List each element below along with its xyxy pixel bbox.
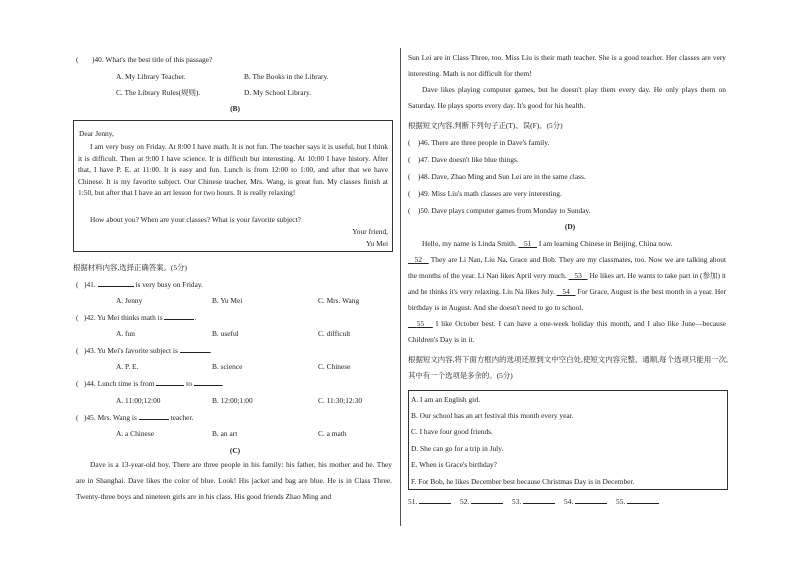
q43-option-b[interactable]: B. science — [212, 362, 243, 371]
q40-option-d[interactable]: D. My School Library. — [244, 88, 312, 97]
section-b-title: (B) — [230, 104, 240, 113]
instruction-d: 根据短文内容,将下面方框内的选项还原到文中空白处,使短文内容完整、通顺,每个选项只能用一次,其中有一个选项是多余的。(5分) — [408, 355, 728, 380]
blank-52[interactable]: 52 — [414, 255, 423, 264]
q43-option-a[interactable]: A. P. E. — [116, 362, 139, 371]
answer-55[interactable]: 55. — [616, 497, 659, 506]
q44-option-a[interactable]: A. 11:00;12:00 — [116, 396, 161, 405]
blank-51[interactable]: 51 — [524, 239, 532, 248]
letter-question: How about you? When are your classes? What is your favorite subject? — [90, 215, 301, 224]
choice-f[interactable]: F. For Bob, he likes December best because Christmas Day is in December. — [411, 477, 635, 486]
choice-a[interactable]: A. I am an English girl. — [411, 395, 481, 404]
q44-option-c[interactable]: C. 11:30;12:30 — [318, 396, 363, 405]
choice-e[interactable]: E. When is Grace's birthday? — [411, 460, 497, 469]
choice-b[interactable]: B. Our school has an art festival this month every year. — [411, 411, 574, 420]
passage-c-part1: Dave is a 13-year-old boy. There are three people in his family: his father, his mother and he. They are in Shanghai. Dave likes the color of blue. Look! His jacket and bag are blue. He is in Class Three. Twenty-three boys and nineteen girls are in his class. His good friends Zhao Ming and — [76, 460, 392, 501]
passage-c-part3: Dave likes playing computer games, but he doesn't play them every day. He only plays them on Saturday. He plays sports every day. It's good for his health. — [408, 85, 726, 110]
choice-d[interactable]: D. She can go for a trip in July. — [411, 444, 504, 453]
answer-53[interactable]: 53. — [512, 497, 555, 506]
q41-option-c[interactable]: C. Mrs. Wang — [318, 296, 360, 305]
answer-51[interactable]: 51. — [408, 497, 451, 506]
letter-signature: Yu Mei — [366, 239, 388, 248]
q42-option-a[interactable]: A. fun — [116, 329, 135, 338]
q46: ( )46. There are three people in Dave's family. — [408, 138, 550, 147]
section-d-title: (D) — [564, 222, 576, 231]
q49: ( )49. Miss Liu's math classes are very interesting. — [408, 189, 562, 198]
q43: ( )43. Yu Mei's favorite subject is . — [76, 346, 212, 355]
letter-body: I am very busy on Friday. At 8:00 I have math. It is not fun. The teacher says it is useful, but I think it is difficult. Then at 9:00 I have science. It is difficult but interesting. At 10:00 I have history. After that, I have P. E. at 11:00. It is easy and fun. Lunch is from 12:00 to 1:00, and after that we have Chinese. It is my favorite subject. Our Chinese teacher, Mrs. Wang, is great fun. My classes finish at 1:50, but after that I have an art lesson for two hours. It is really relaxing! — [78, 142, 388, 197]
q40-option-c[interactable]: C. The Library Rules(规则). — [116, 88, 201, 97]
q45-option-c[interactable]: C. a math — [318, 429, 347, 438]
letter-box — [73, 120, 393, 252]
q41-option-b[interactable]: B. Yu Mei — [212, 296, 243, 305]
q40-option-a[interactable]: A. My Library Teacher. — [116, 72, 186, 81]
answer-52[interactable]: 52. — [460, 497, 503, 506]
q45: ( )45. Mrs. Wang is teacher. — [76, 413, 194, 422]
right-column — [400, 0, 794, 561]
blank-54[interactable]: 54 — [562, 287, 570, 296]
section-c-title: (C) — [229, 446, 241, 455]
q42: ( )42. Yu Mei thinks math is . — [76, 313, 197, 322]
q47: ( )47. Dave doesn't like blue things. — [408, 155, 519, 164]
q41: ( )41. is very busy on Friday. — [76, 280, 203, 289]
choices-box — [408, 390, 728, 490]
q44: ( )44. Lunch time is from to . — [76, 379, 224, 388]
q44-option-b[interactable]: B. 12:00;1:00 — [212, 396, 253, 405]
q45-option-b[interactable]: B. an art — [212, 429, 238, 438]
q48: ( )48. Dave, Zhao Ming and Sun Lei are in the same class. — [408, 172, 586, 181]
q42-option-c[interactable]: C. difficult — [318, 329, 351, 338]
passage-d: Hello, my name is Linda Smith. 51 I am learning Chinese in Beijing, China now. 52 They are Li Nan, Liu Na, Grace and Bob. They are my classmates, too. Now we are talking about the months of the year. Li Nan likes April very much. 53 He likes art. He wants to take part in (参加) it and he thinks it's very relaxing. Liu Na likes July. 54 For Grace, August is the best month in a year. Her birthday is in August. And she doesn't need to go to school. 55 I like October best. I can have a one-week holiday this month, and I also like June—because Children's Day is in it. — [408, 239, 727, 344]
q42-option-b[interactable]: B. useful — [212, 329, 239, 338]
letter-greeting: Dear Jenny, — [79, 129, 114, 138]
q50: ( )50. Dave plays computer games from Monday to Sunday. — [408, 206, 591, 215]
blank-55[interactable]: 55 — [416, 319, 425, 328]
blank-53[interactable]: 53 — [574, 271, 582, 280]
passage-c-part2: Sun Lei are in Class Three, too. Miss Liu is their math teacher. She is a good teacher. Her classes are very interesting. Math is not difficult for them! — [408, 53, 726, 78]
q40-stem: )40. What's the best title of this passage? — [92, 55, 213, 64]
letter-closing: Your friend, — [352, 227, 388, 236]
instruction-b: 根据材料内容,选择正确答案。(5分) — [73, 263, 187, 272]
choice-c[interactable]: C. I have four good friends. — [411, 427, 493, 436]
q40-option-b[interactable]: B. The Books in the Library. — [244, 72, 329, 81]
q41-option-a[interactable]: A. Jenny — [116, 296, 143, 305]
q43-option-c[interactable]: C. Chinese — [318, 362, 351, 371]
q45-option-a[interactable]: A. a Chinese — [116, 429, 154, 438]
instruction-c: 根据短文内容,判断下列句子正(T)、误(F)。(5分) — [408, 121, 563, 130]
answer-54[interactable]: 54. — [564, 497, 607, 506]
q40-paren: ( — [76, 55, 79, 64]
